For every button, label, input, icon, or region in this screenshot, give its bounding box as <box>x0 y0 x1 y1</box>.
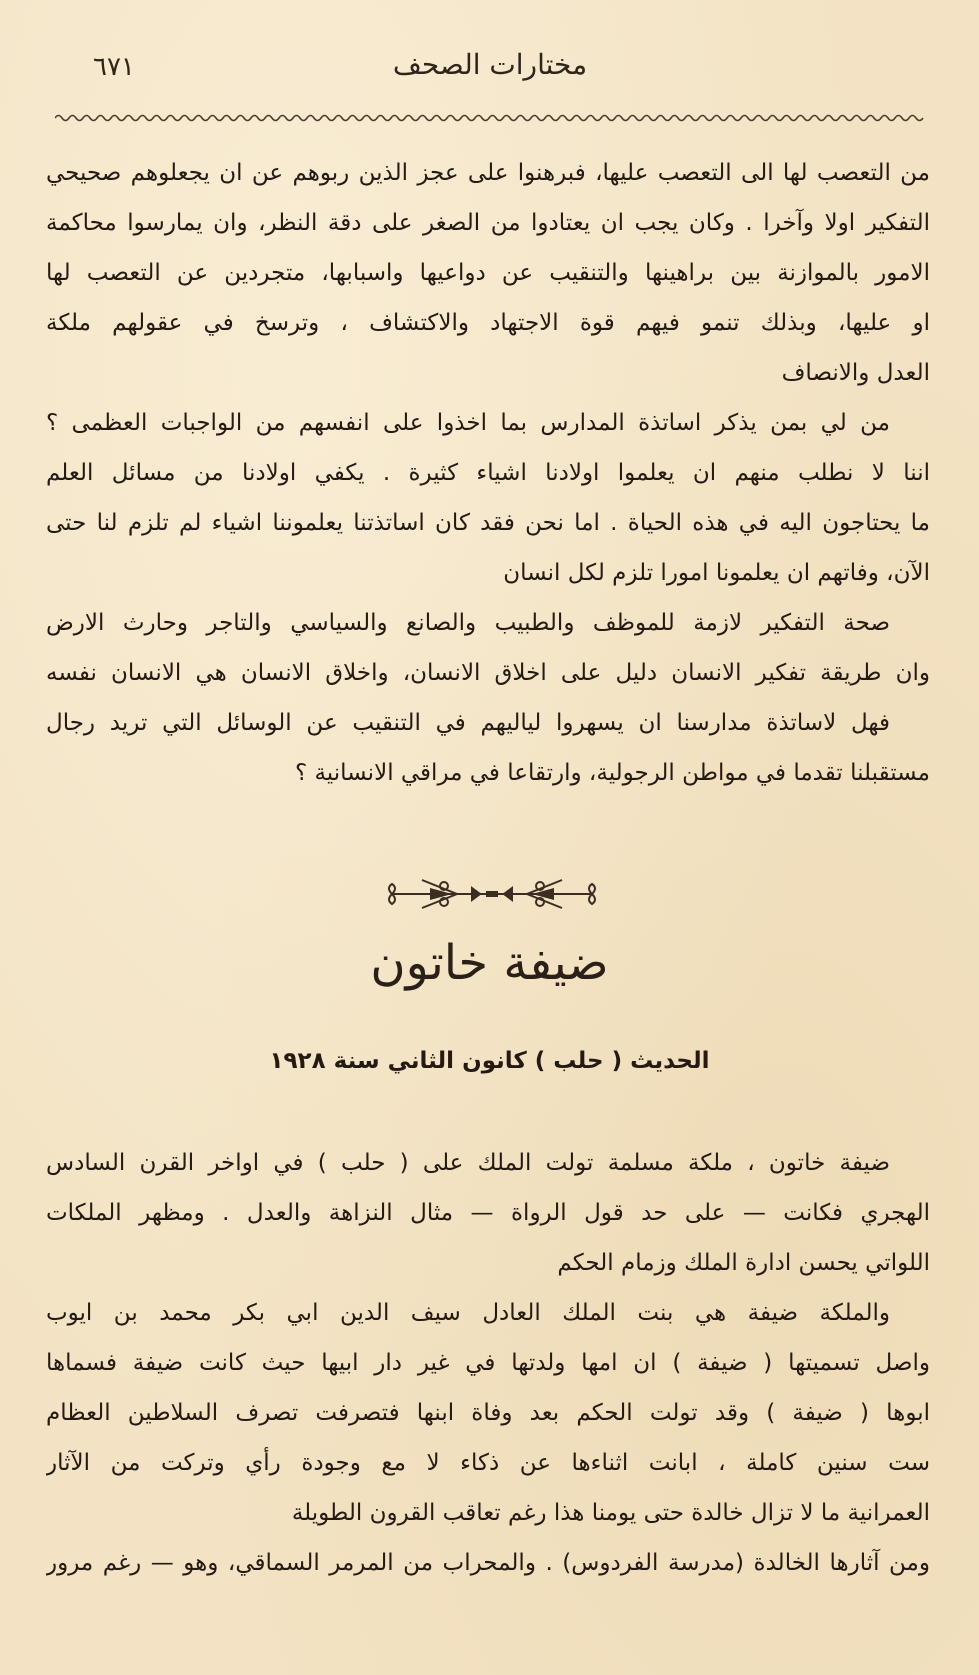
text-line: ما يحتاجون اليه في هذه الحياة . اما نحن فقد كان اساتذتنا يعلموننا اشياء لم تلزم لنا حتى <box>46 510 930 536</box>
text-line: ومن آثارها الخالدة (مدرسة الفردوس) . والمحراب من المرمر السماقي، وهو — رغم مرور <box>46 1550 930 1576</box>
text-line: مستقبلنا تقدما في مواطن الرجولية، وارتقاعا في مراقي الانسانية ؟ <box>294 760 930 786</box>
text-line: الامور بالموازنة بين براهينها والتنقيب عن دواعيها واسبابها، متجردين عن التعصب لها <box>46 260 930 286</box>
text-line: الهجري فكانت — على حد قول الرواة — مثال النزاهة والعدل . ومظهر الملكات <box>46 1200 930 1226</box>
text-line: من لي بمن يذكر اساتذة المدارس بما اخذوا على انفسهم من الواجبات العظمى ؟ <box>46 410 890 436</box>
text-line: واصل تسميتها ( ضيفة ) ان امها ولدتها في غير دار ابيها حيث كانت ضيفة فسماها <box>46 1350 930 1376</box>
text-line: العمرانية ما لا تزال خالدة حتى يومنا هذا رغم تعاقب القرون الطويلة <box>291 1500 930 1526</box>
text-line: فهل لاساتذة مدارسنا ان يسهروا لياليهم في التنقيب عن الوسائل التي تريد رجال <box>46 710 890 736</box>
page-header <box>55 44 925 94</box>
text-line: ست سنين كاملة ، ابانت اثناءها عن ذكاء لا مع وجودة رأي وتركت من الآثار <box>46 1450 930 1476</box>
running-title: مختارات الصحف <box>392 48 588 81</box>
wavy-rule-divider <box>55 112 927 124</box>
text-line: من التعصب لها الى التعصب عليها، فبرهنوا على عجز الذين ربوهم عن ان يجعلوهم صحيحي <box>46 160 930 186</box>
text-line: الآن، وفاتهم ان يعلمونا امورا تلزم لكل انسان <box>503 560 930 586</box>
text-line: صحة التفكير لازمة للموظف والطبيب والصانع والسياسي والتاجر وحارث الارض <box>46 610 890 636</box>
article-source: الحديث ( حلب ) كانون الثاني سنة ١٩٢٨ <box>269 1048 710 1074</box>
article-title: ضيفة خاتون <box>370 935 609 991</box>
text-line: ابوها ( ضيفة ) وقد تولت الحكم بعد وفاة ابنها فتصرفت تصرف السلاطين العظام <box>46 1400 930 1426</box>
text-line: اللواتي يحسن ادارة الملك وزمام الحكم <box>557 1250 930 1276</box>
text-line: اننا لا نطلب منهم ان يعلموا اولادنا اشياء كثيرة . يكفي اولادنا من مسائل العلم <box>46 460 930 486</box>
floral-divider-icon <box>382 874 602 914</box>
text-line: والملكة ضيفة هي بنت الملك العادل سيف الدين ابي بكر محمد بن ايوب <box>46 1300 890 1326</box>
page-number: ٦٧١ <box>93 52 135 82</box>
text-line: وان طريقة تفكير الانسان دليل على اخلاق الانسان، واخلاق الانسان هي الانسان نفسه <box>46 660 930 686</box>
text-line: العدل والانصاف <box>781 360 930 386</box>
first-article-body <box>46 148 930 798</box>
text-line: ضيفة خاتون ، ملكة مسلمة تولت الملك على ( حلب ) في اواخر القرن السادس <box>46 1150 890 1176</box>
second-article-body <box>46 1138 930 1588</box>
text-line: التفكير اولا وآخرا . وكان يجب ان يعتادوا من الصغر على دقة النظر، وان يمارسوا محاكمة <box>46 210 930 236</box>
text-line: او عليها، وبذلك تنمو فيهم قوة الاجتهاد والاكتشاف ، وترسخ في عقولهم ملكة <box>46 310 930 336</box>
